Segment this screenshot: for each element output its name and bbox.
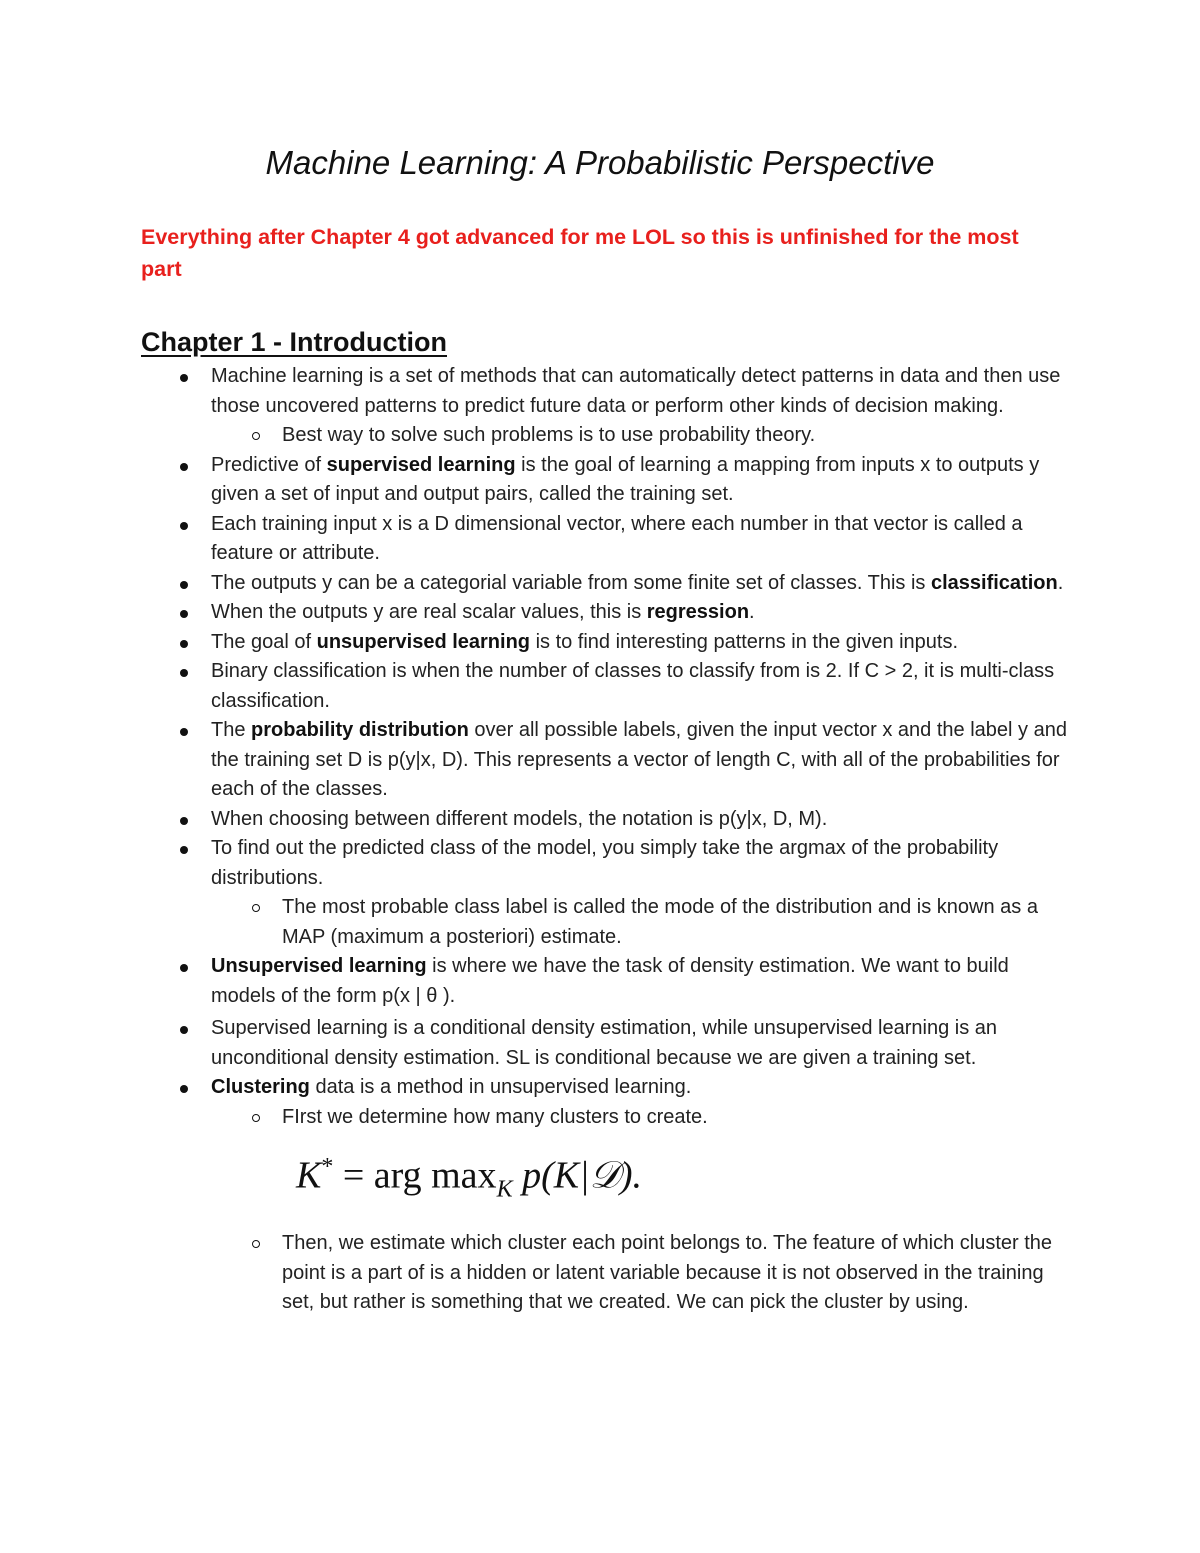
list-item: Each training input x is a D dimensional vector, where each number in that vector is called a feature or attribute. bbox=[211, 510, 1071, 569]
bold-term: probability distribution bbox=[251, 719, 469, 741]
sub-list-item: FIrst we determine how many clusters to create. bbox=[282, 1103, 1072, 1133]
bold-term: Clustering bbox=[211, 1076, 310, 1098]
list-item: The outputs y can be a categorial variable from some finite set of classes. This is classification. bbox=[211, 569, 1071, 599]
list-item: Unsupervised learning is where we have the task of density estimation. We want to build models of the form p(x | θ ). bbox=[211, 952, 1071, 1011]
warning-note: Everything after Chapter 4 got advanced for me LOL so this is unfinished for the most part bbox=[141, 225, 1019, 281]
list-item: Supervised learning is a conditional density estimation, while unsupervised learning is an unconditional density estimation. SL is conditional because we are given a training set. bbox=[211, 1014, 1071, 1073]
list-item: Clustering data is a method in unsupervised learning. bbox=[211, 1073, 1071, 1103]
document-title: Machine Learning: A Probabilistic Perspective bbox=[265, 144, 935, 181]
list-item: Predictive of supervised learning is the goal of learning a mapping from inputs x to outputs y given a set of input and output pairs, called the training set. bbox=[211, 451, 1071, 510]
bold-term: Unsupervised learning bbox=[211, 955, 427, 977]
list-item: When choosing between different models, the notation is p(y|x, D, M). bbox=[211, 805, 1071, 835]
chapter-heading: Chapter 1 - Introduction bbox=[141, 327, 447, 357]
list-item: Machine learning is a set of methods that can automatically detect patterns in data and then use those uncovered patterns to predict future data or perform other kinds of decision making. bbox=[211, 362, 1071, 421]
list-item: To find out the predicted class of the model, you simply take the argmax of the probability distributions. bbox=[211, 834, 1071, 893]
notes-list bbox=[0, 362, 1200, 1318]
bold-term: classification bbox=[930, 571, 1058, 594]
list-item: The goal of unsupervised learning is to find interesting patterns in the given inputs. bbox=[211, 628, 1071, 658]
bold-term: regression bbox=[646, 601, 750, 623]
sub-list-item: The most probable class label is called the mode of the distribution and is known as a MAP (maximum a posteriori) estimate. bbox=[282, 893, 1072, 952]
bold-term: supervised learning bbox=[326, 453, 516, 476]
bold-term: unsupervised learning bbox=[316, 630, 531, 653]
list-item: When the outputs y are real scalar values, this is regression. bbox=[211, 598, 1071, 628]
sub-list-item: Then, we estimate which cluster each point belongs to. The feature of which cluster the point is a part of is a hidden or latent variable because it is not observed in the training set, but rather is something that we created. We can pick the cluster by using. bbox=[282, 1229, 1072, 1318]
sub-list-item: Best way to solve such problems is to use probability theory. bbox=[282, 421, 1072, 451]
cluster-count-formula: K* = arg $\max_K$ p(K|𝒟). bbox=[296, 1154, 643, 1203]
list-item: Binary classification is when the number of classes to classify from is 2. If C > 2, it is multi-class classification. bbox=[211, 657, 1071, 716]
list-item: The probability distribution over all possible labels, given the input vector x and the label y and the training set D is p(y|x, D). This represents a vector of length C, with all of the probabilities for each of the classes. bbox=[211, 716, 1071, 805]
